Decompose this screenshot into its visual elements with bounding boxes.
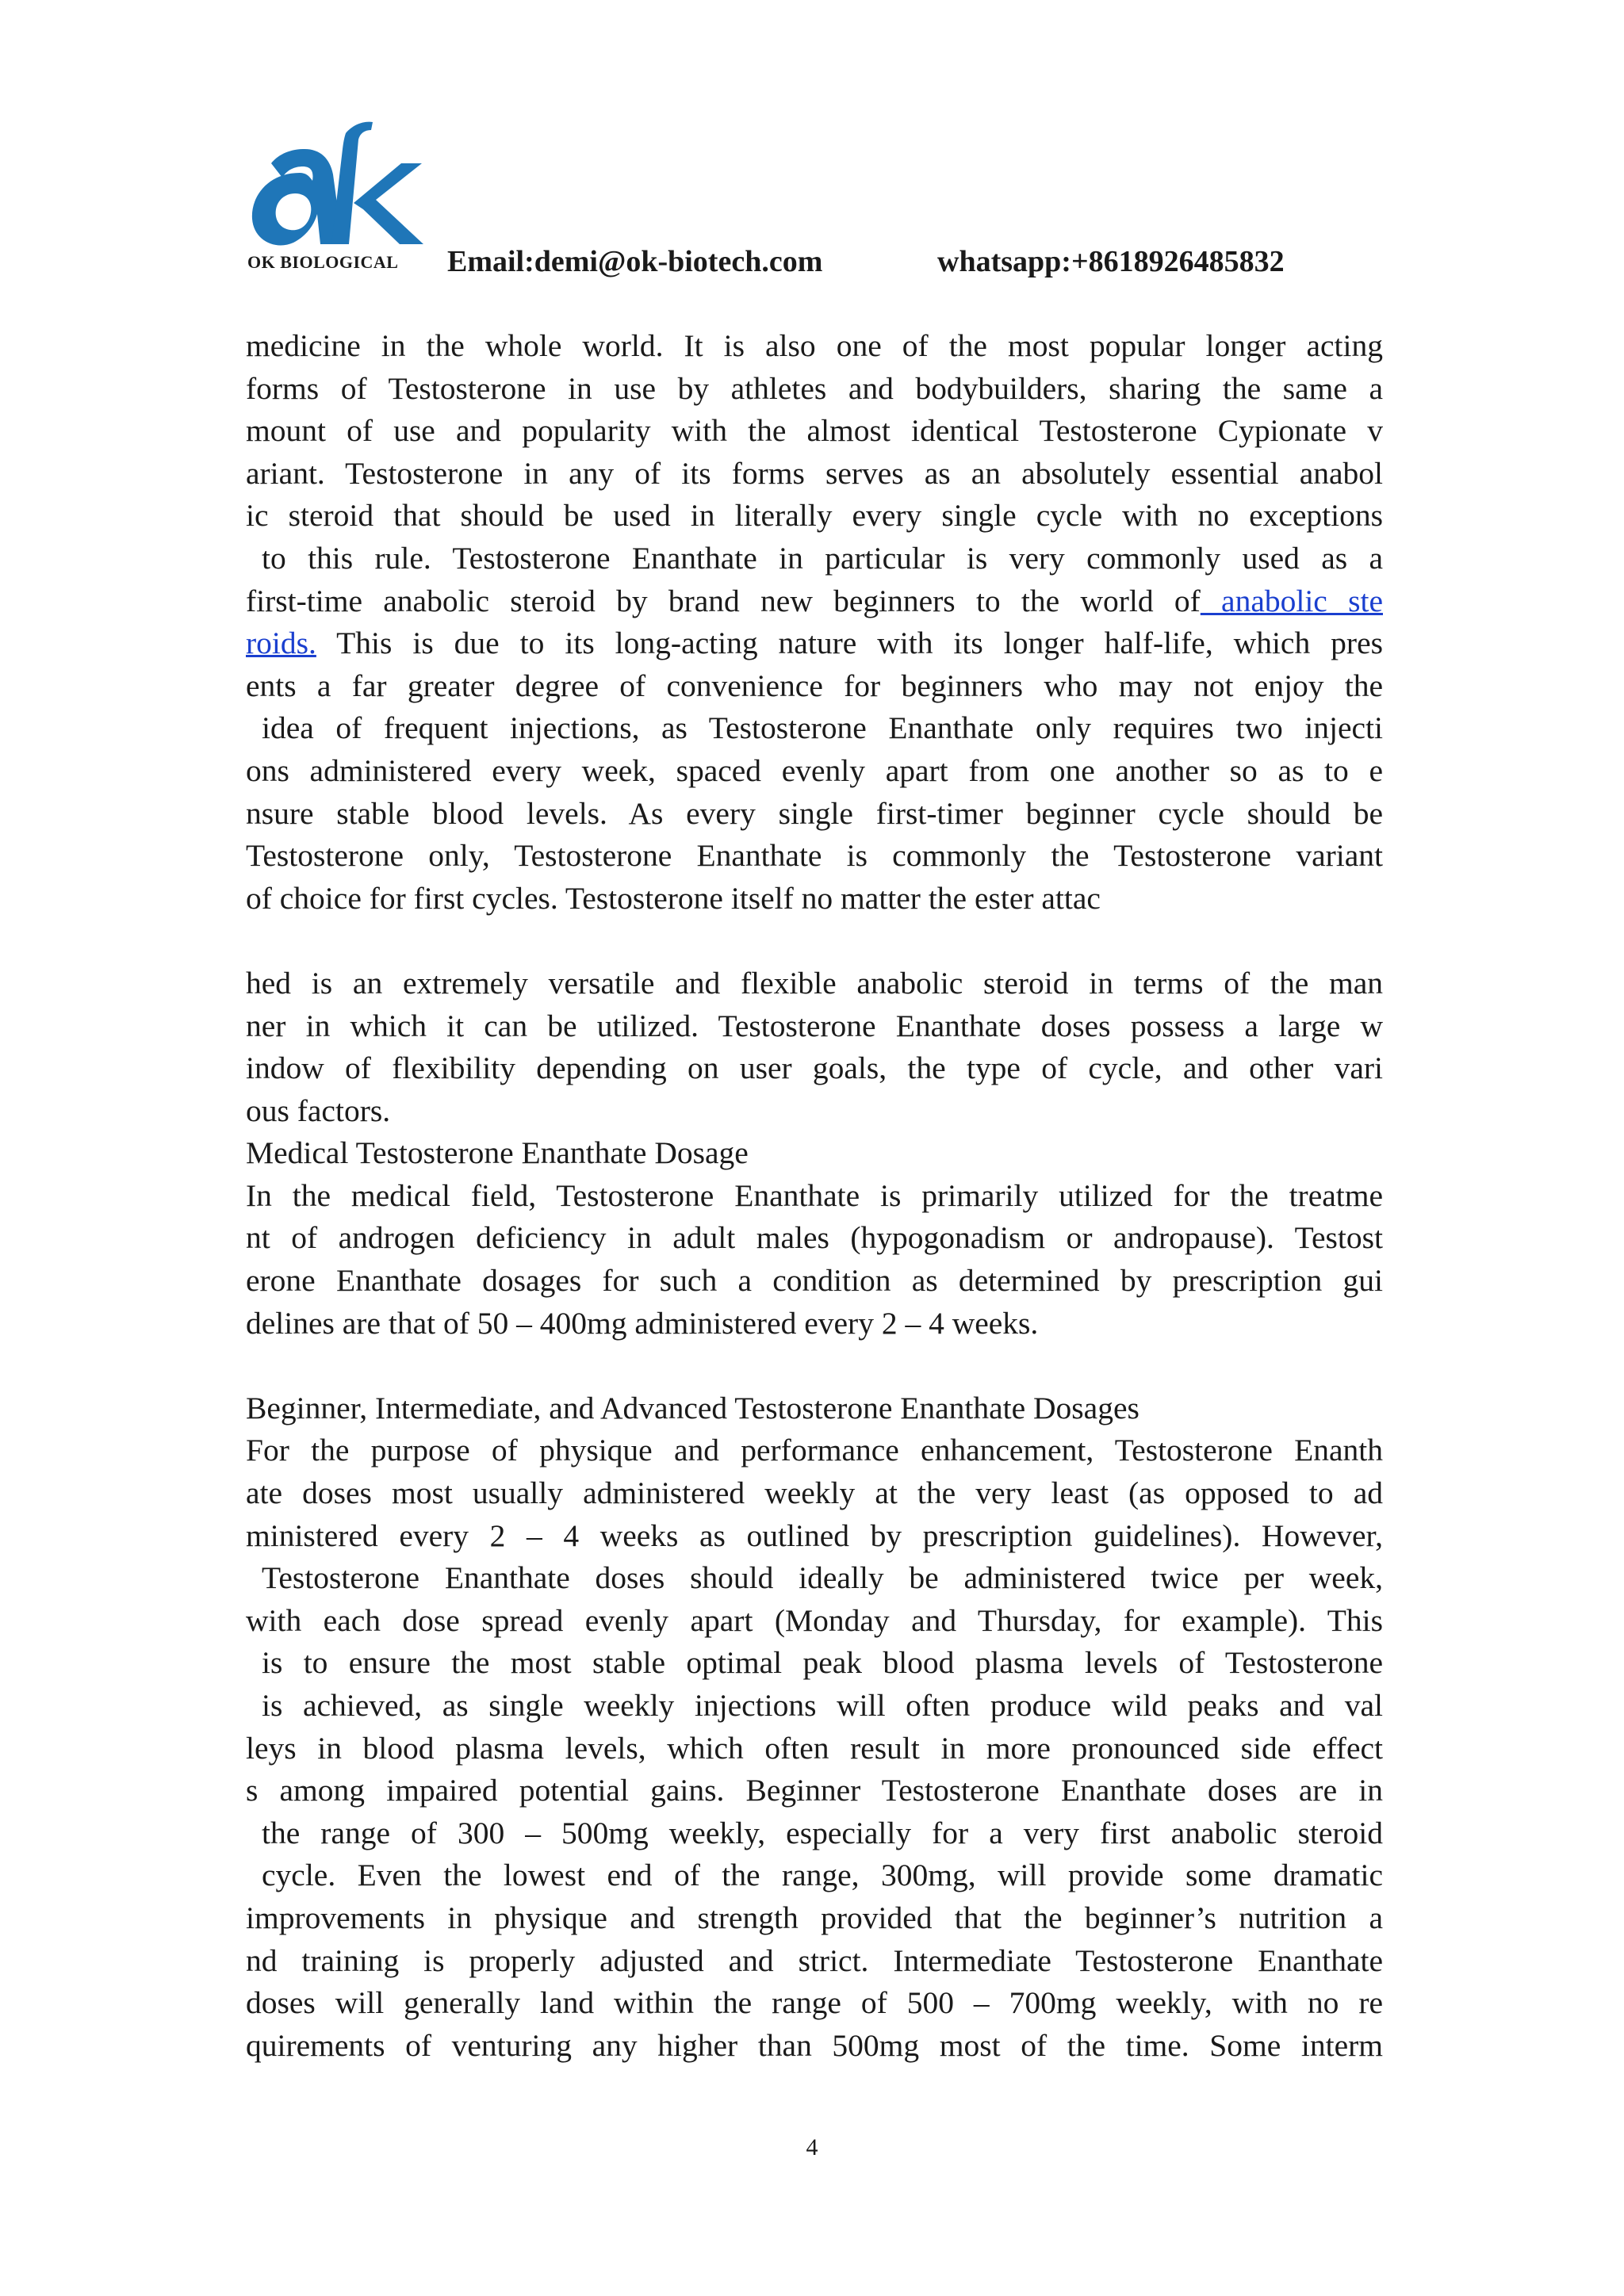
section-heading-medical: Medical Testosterone Enanthate Dosage bbox=[246, 1135, 749, 1171]
text-line: Testosterone Enanthate doses should ideally be administered twice per week, bbox=[262, 1560, 1383, 1596]
document-body bbox=[246, 325, 1383, 2067]
section-heading-dosage-levels: Beginner, Intermediate, and Advanced Testosterone Enanthate Dosages bbox=[246, 1390, 1139, 1425]
company-logo bbox=[244, 117, 427, 284]
text-line: nt of androgen deficiency in adult males (hypogonadism or andropause). Testost bbox=[246, 1220, 1383, 1256]
text-line: delines are that of 50 – 400mg administered every 2 – 4 weeks. bbox=[246, 1305, 1039, 1341]
text-line: is to ensure the most stable optimal peak blood plasma levels of Testosterone bbox=[262, 1645, 1383, 1681]
text-line bbox=[246, 580, 1383, 623]
text-line: to this rule. Testosterone Enanthate in particular is very commonly used as a bbox=[262, 540, 1383, 576]
text-line: with each dose spread evenly apart (Monday and Thursday, for example). This bbox=[246, 1602, 1383, 1638]
paragraph-dosage-levels bbox=[246, 1429, 1383, 2067]
text-line: improvements in physique and strength provided that the beginner’s nutrition a bbox=[246, 1900, 1383, 1935]
text-line: cycle. Even the lowest end of the range, 300mg, will provide some dramatic bbox=[262, 1858, 1383, 1893]
text-line: erone Enanthate dosages for such a condition as determined by prescription gui bbox=[246, 1263, 1383, 1299]
blank-line bbox=[246, 920, 1383, 962]
text-segment: first-time anabolic steroid by brand new beginners to the world of bbox=[246, 583, 1201, 618]
paragraph-intro bbox=[246, 325, 1383, 920]
text-line: ic steroid that should be used in literally every single cycle with no exceptions bbox=[246, 498, 1383, 534]
text-line: hed is an extremely versatile and flexible anabolic steroid in terms of the man bbox=[246, 965, 1383, 1001]
text-line: ate doses most usually administered weekly at the very least (as opposed to ad bbox=[246, 1475, 1383, 1511]
text-segment: This is due to its long-acting nature with its longer half-life, which pres bbox=[316, 626, 1383, 661]
text-line: indow of flexibility depending on user goals, the type of cycle, and other vari bbox=[246, 1050, 1383, 1086]
text-line: ministered every 2 – 4 weeks as outlined by prescription guidelines). However, bbox=[246, 1517, 1383, 1553]
text-line bbox=[246, 622, 1383, 665]
page-header bbox=[244, 117, 1386, 292]
text-line: ner in which it can be utilized. Testosterone Enanthate doses possess a large w bbox=[246, 1008, 1383, 1043]
text-line: idea of frequent injections, as Testosterone Enanthate only requires two injecti bbox=[262, 710, 1383, 746]
blank-line bbox=[246, 1345, 1383, 1387]
text-line: of choice for first cycles. Testosterone itself no matter the ester attac bbox=[246, 880, 1101, 916]
page-number: 4 bbox=[806, 2134, 818, 2160]
paragraph-versatility bbox=[246, 962, 1383, 1132]
text-line: ous factors. bbox=[246, 1093, 391, 1128]
text-line: nd training is properly adjusted and strict. Intermediate Testosterone Enanthate bbox=[246, 1942, 1383, 1978]
text-line: nsure stable blood levels. As every single first-timer beginner cycle should be bbox=[246, 795, 1383, 831]
text-line: s among impaired potential gains. Beginner Testosterone Enanthate doses are in bbox=[246, 1773, 1383, 1808]
text-line: In the medical field, Testosterone Enanthate is primarily utilized for the treatme bbox=[246, 1177, 1383, 1213]
ok-logo-icon bbox=[244, 117, 427, 252]
text-line: ents a far greater degree of convenience for beginners who may not enjoy the bbox=[246, 668, 1383, 703]
paragraph-medical bbox=[246, 1175, 1383, 1345]
logo-caption: OK BIOLOGICAL bbox=[247, 252, 399, 272]
anabolic-steroids-link-continued[interactable]: roids. bbox=[246, 626, 316, 661]
text-line: the range of 300 – 500mg weekly, especially for a very first anabolic steroid bbox=[262, 1815, 1383, 1850]
text-line: is achieved, as single weekly injections will often produce wild peaks and val bbox=[262, 1688, 1383, 1723]
anabolic-steroids-link[interactable]: anabolic ste bbox=[1200, 583, 1383, 618]
text-line: doses will generally land within the range of 500 – 700mg weekly, with no re bbox=[246, 1985, 1383, 2021]
text-line: Testosterone only, Testosterone Enanthate is commonly the Testosterone variant bbox=[246, 838, 1383, 874]
contact-email: Email:demi@ok-biotech.com bbox=[447, 245, 823, 278]
text-line: ons administered every week, spaced evenly apart from one another so as to e bbox=[246, 752, 1383, 788]
text-line: ariant. Testosterone in any of its forms serves as an absolutely essential anabol bbox=[246, 455, 1383, 491]
text-line: For the purpose of physique and performance enhancement, Testosterone Enanth bbox=[246, 1433, 1383, 1468]
text-line: leys in blood plasma levels, which often result in more pronounced side effect bbox=[246, 1730, 1383, 1766]
text-line: mount of use and popularity with the almost identical Testosterone Cypionate v bbox=[246, 413, 1383, 449]
contact-whatsapp: whatsapp:+8618926485832 bbox=[937, 245, 1285, 278]
text-line: forms of Testosterone in use by athletes and bodybuilders, sharing the same a bbox=[246, 370, 1383, 406]
text-line: medicine in the whole world. It is also one of the most popular longer acting bbox=[246, 328, 1383, 363]
text-line: quirements of venturing any higher than 500mg most of the time. Some interm bbox=[246, 2027, 1383, 2063]
